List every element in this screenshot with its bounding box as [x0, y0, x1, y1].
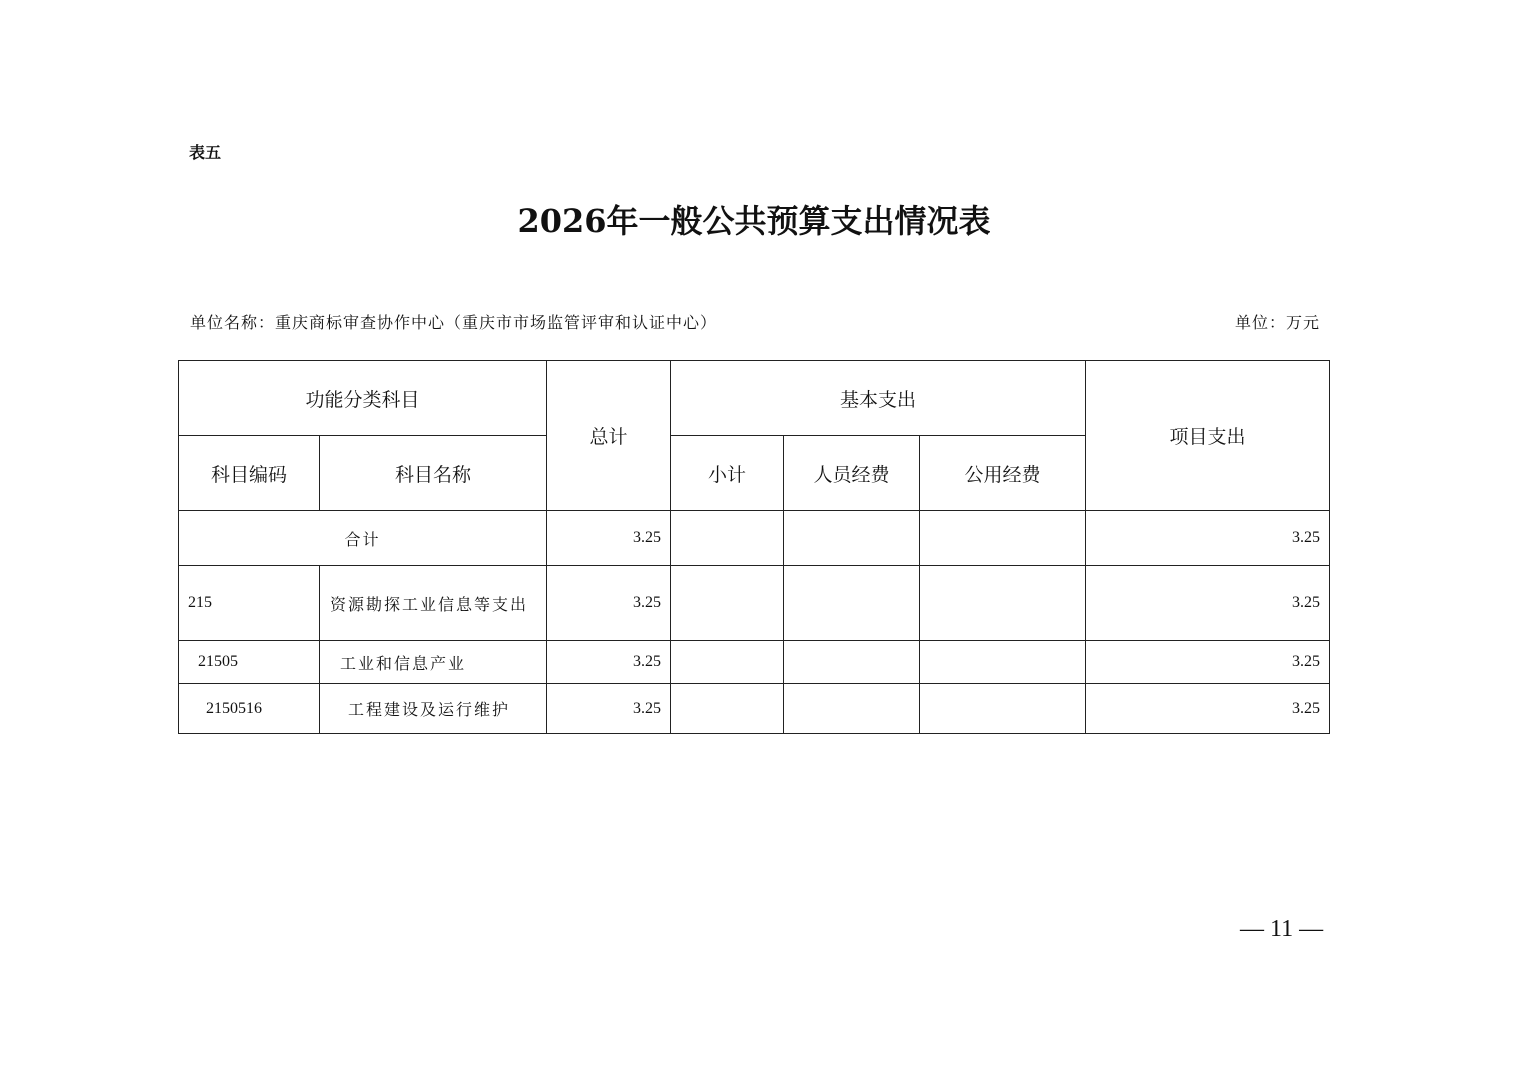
total-row	[179, 511, 1330, 566]
row-public	[920, 684, 1086, 734]
header-total: 总计	[547, 361, 671, 511]
page-title: 2026年一般公共预算支出情况表	[517, 202, 991, 240]
header-personnel-cost: 人员经费	[784, 436, 920, 511]
row-total: 3.25	[547, 684, 671, 734]
table-row	[179, 684, 1330, 734]
total-cell-public	[920, 511, 1086, 566]
row-subtotal	[671, 566, 784, 641]
row-code: 21505	[179, 641, 320, 684]
header-subject-code: 科目编码	[179, 436, 320, 511]
row-personnel	[784, 684, 920, 734]
table-row	[179, 641, 1330, 684]
row-code: 215	[179, 566, 320, 641]
row-personnel	[784, 641, 920, 684]
table-label: 表五	[189, 143, 222, 162]
header-project-expenditure: 项目支出	[1086, 361, 1330, 511]
header-row-1	[179, 361, 1330, 436]
header-subtotal: 小计	[671, 436, 784, 511]
header-functional-category: 功能分类科目	[179, 361, 547, 436]
row-total: 3.25	[547, 641, 671, 684]
row-subtotal	[671, 684, 784, 734]
row-name: 工业和信息产业	[320, 641, 547, 684]
table-row	[179, 566, 1330, 641]
row-total: 3.25	[547, 566, 671, 641]
total-label: 合计	[179, 511, 547, 566]
row-project: 3.25	[1086, 641, 1330, 684]
row-project: 3.25	[1086, 566, 1330, 641]
total-cell-personnel	[784, 511, 920, 566]
row-name: 工程建设及运行维护	[320, 684, 547, 734]
total-cell-total: 3.25	[547, 511, 671, 566]
budget-table	[178, 360, 1330, 734]
page-number: — 11 —	[1240, 916, 1324, 942]
header-public-cost: 公用经费	[920, 436, 1086, 511]
header-basic-expenditure: 基本支出	[671, 361, 1086, 436]
row-name: 资源勘探工业信息等支出	[320, 566, 547, 641]
row-project: 3.25	[1086, 684, 1330, 734]
row-public	[920, 566, 1086, 641]
unit-name: 单位名称：重庆商标审查协作中心（重庆市市场监管评审和认证中心）	[190, 313, 718, 332]
row-personnel	[784, 566, 920, 641]
total-cell-project: 3.25	[1086, 511, 1330, 566]
row-public	[920, 641, 1086, 684]
total-cell-subtotal	[671, 511, 784, 566]
unit-measure: 单位：万元	[1234, 313, 1320, 332]
row-code: 2150516	[179, 684, 320, 734]
row-subtotal	[671, 641, 784, 684]
header-subject-name: 科目名称	[320, 436, 547, 511]
